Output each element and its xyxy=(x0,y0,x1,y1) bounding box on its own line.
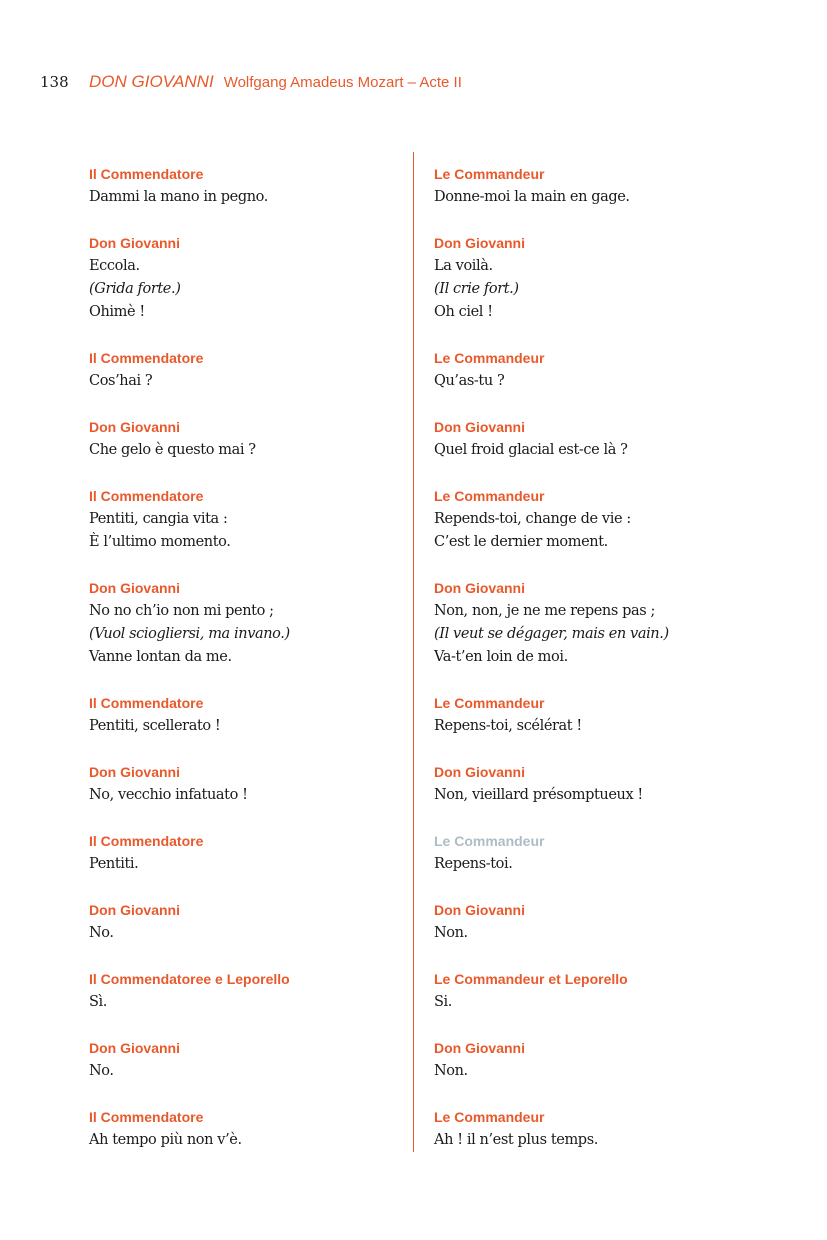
dialogue-block xyxy=(89,692,409,738)
dialogue-line: Che gelo è questo mai ? xyxy=(89,442,256,458)
dialogue-line: Pentiti, cangia vita : xyxy=(89,511,228,527)
dialogue-block xyxy=(434,761,754,807)
speaker-name: Il Commendatore xyxy=(89,166,204,182)
dialogue-line: Repends-toi, change de vie : xyxy=(434,511,631,527)
dialogue-line: No. xyxy=(89,1063,114,1079)
dialogue-line: Donne-moi la main en gage. xyxy=(434,189,630,205)
speaker-name: Don Giovanni xyxy=(434,902,525,918)
dialogue-block xyxy=(89,761,409,807)
dialogue-block xyxy=(434,830,754,876)
dialogue-block xyxy=(89,232,409,324)
speaker-name: Don Giovanni xyxy=(89,764,180,780)
speaker-name: Don Giovanni xyxy=(89,902,180,918)
speaker-name: Don Giovanni xyxy=(434,580,525,596)
dialogue-line: Oh ciel ! xyxy=(434,304,493,320)
speaker-name: Il Commendatore xyxy=(89,350,204,366)
dialogue-line: Ohimè ! xyxy=(89,304,145,320)
speaker-name: Le Commandeur xyxy=(434,833,545,849)
dialogue-block xyxy=(434,163,754,209)
speaker-name: Don Giovanni xyxy=(89,580,180,596)
dialogue-block xyxy=(434,899,754,945)
dialogue-block xyxy=(89,577,409,669)
dialogue-block xyxy=(434,692,754,738)
dialogue-line: Repens-toi, scélérat ! xyxy=(434,718,582,734)
dialogue-block xyxy=(89,163,409,209)
french-translation-column xyxy=(434,163,754,1175)
dialogue-block xyxy=(89,485,409,554)
speaker-name: Don Giovanni xyxy=(434,419,525,435)
speaker-name: Don Giovanni xyxy=(434,1040,525,1056)
dialogue-block xyxy=(89,968,409,1014)
dialogue-line: Cos’hai ? xyxy=(89,373,153,389)
dialogue-line: È l’ultimo momento. xyxy=(89,534,231,550)
dialogue-line: Non, vieillard présomptueux ! xyxy=(434,787,643,803)
speaker-name: Don Giovanni xyxy=(434,764,525,780)
dialogue-line: Pentiti. xyxy=(89,856,139,872)
stage-direction: (Il crie fort.) xyxy=(434,281,519,297)
speaker-name: Le Commandeur xyxy=(434,488,545,504)
stage-direction: (Il veut se dégager, mais en vain.) xyxy=(434,626,669,642)
dialogue-line: Qu’as-tu ? xyxy=(434,373,505,389)
dialogue-block xyxy=(434,485,754,554)
speaker-name: Le Commandeur xyxy=(434,350,545,366)
dialogue-line: Va-t’en loin de moi. xyxy=(434,649,568,665)
dialogue-block xyxy=(89,416,409,462)
stage-direction: (Grida forte.) xyxy=(89,281,181,297)
speaker-name: Il Commendatore xyxy=(89,833,204,849)
running-header xyxy=(40,72,462,94)
speaker-name: Il Commendatore xyxy=(89,488,204,504)
speaker-name: Le Commandeur xyxy=(434,695,545,711)
dialogue-line: La voilà. xyxy=(434,258,493,274)
speaker-name: Le Commandeur xyxy=(434,166,545,182)
dialogue-line: Eccola. xyxy=(89,258,140,274)
italian-libretto-column xyxy=(89,163,409,1175)
dialogue-block xyxy=(434,232,754,324)
dialogue-line: Non. xyxy=(434,1063,468,1079)
dialogue-block xyxy=(434,1106,754,1152)
dialogue-block xyxy=(89,347,409,393)
dialogue-block xyxy=(89,1106,409,1152)
dialogue-line: Si. xyxy=(434,994,452,1010)
dialogue-block xyxy=(89,830,409,876)
column-divider xyxy=(413,152,414,1152)
speaker-name: Don Giovanni xyxy=(89,1040,180,1056)
dialogue-block xyxy=(434,968,754,1014)
speaker-name: Il Commendatoree e Leporello xyxy=(89,971,290,987)
composer-act-subtitle: Wolfgang Amadeus Mozart – Acte II xyxy=(223,74,462,91)
page-number: 138 xyxy=(40,73,69,91)
dialogue-line: Ah ! il n’est plus temps. xyxy=(434,1132,598,1148)
speaker-name: Don Giovanni xyxy=(89,235,180,251)
dialogue-block xyxy=(434,347,754,393)
speaker-name: Don Giovanni xyxy=(434,235,525,251)
dialogue-line: Ah tempo più non v’è. xyxy=(89,1132,242,1148)
speaker-name: Le Commandeur et Leporello xyxy=(434,971,628,987)
dialogue-line: Vanne lontan da me. xyxy=(89,649,232,665)
dialogue-line: No no ch’io non mi pento ; xyxy=(89,603,274,619)
dialogue-line: Pentiti, scellerato ! xyxy=(89,718,221,734)
dialogue-line: Sì. xyxy=(89,994,107,1010)
dialogue-block xyxy=(434,416,754,462)
dialogue-block xyxy=(434,1037,754,1083)
stage-direction: (Vuol sciogliersi, ma invano.) xyxy=(89,626,290,642)
dialogue-block xyxy=(89,1037,409,1083)
dialogue-line: No, vecchio infatuato ! xyxy=(89,787,248,803)
dialogue-line: Repens-toi. xyxy=(434,856,513,872)
dialogue-block xyxy=(434,577,754,669)
dialogue-line: Dammi la mano in pegno. xyxy=(89,189,268,205)
dialogue-block xyxy=(89,899,409,945)
dialogue-line: Quel froid glacial est-ce là ? xyxy=(434,442,628,458)
speaker-name: Il Commendatore xyxy=(89,695,204,711)
dialogue-line: Non. xyxy=(434,925,468,941)
speaker-name: Le Commandeur xyxy=(434,1109,545,1125)
dialogue-line: Non, non, je ne me repens pas ; xyxy=(434,603,655,619)
dialogue-line: C’est le dernier moment. xyxy=(434,534,608,550)
dialogue-line: No. xyxy=(89,925,114,941)
opera-title: DON GIOVANNI xyxy=(89,72,214,91)
speaker-name: Don Giovanni xyxy=(89,419,180,435)
speaker-name: Il Commendatore xyxy=(89,1109,204,1125)
